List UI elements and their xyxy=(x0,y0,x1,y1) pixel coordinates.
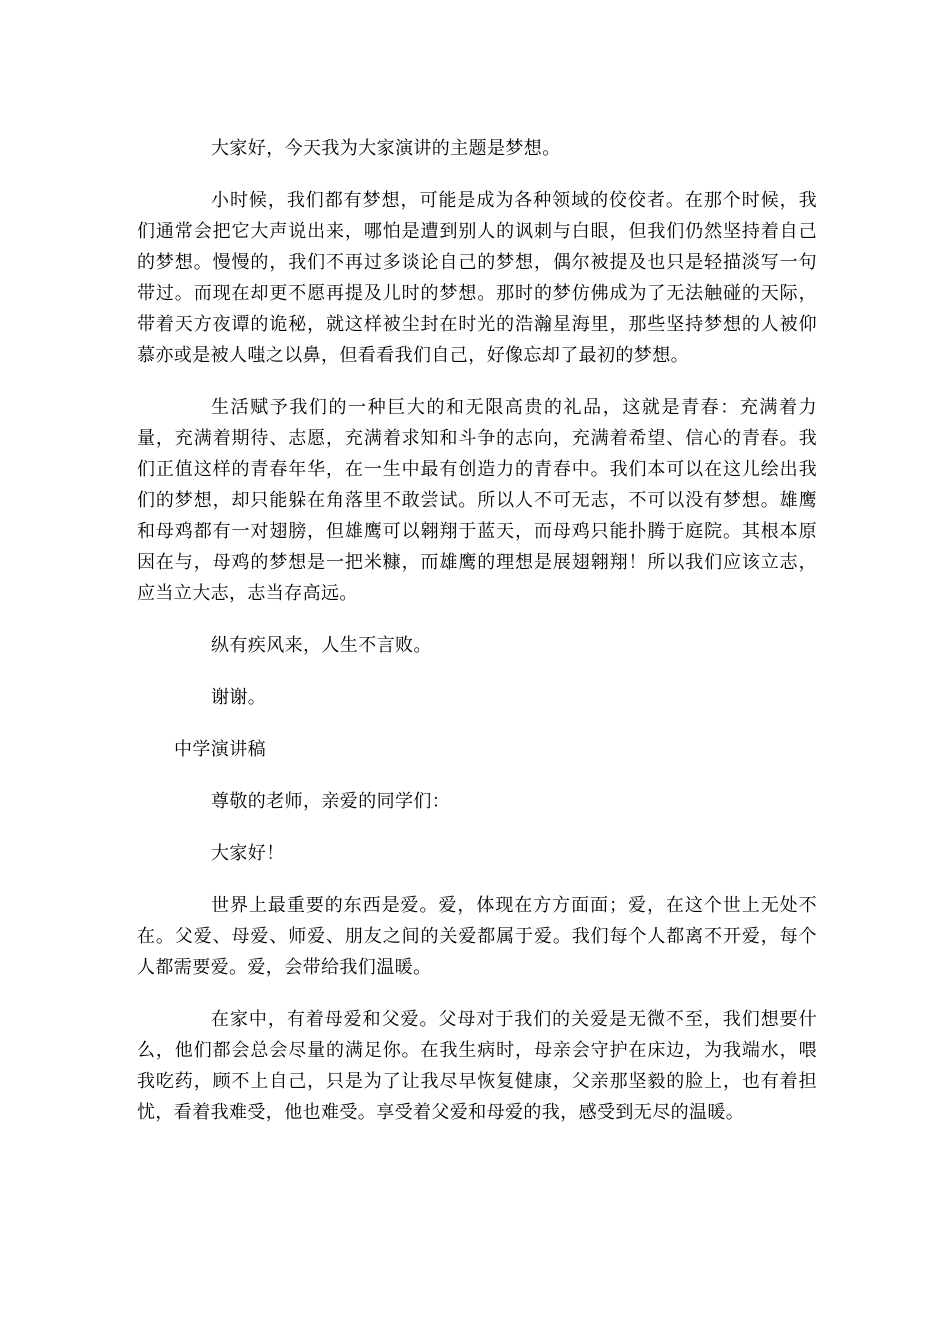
paragraph-love: 世界上最重要的东西是爱。爱，体现在方方面面；爱，在这个世上无处不在。父爱、母爱、师爱、朋友之间的关爱都属于爱。我们每个人都离不开爱，每个人都需要爱。爱，会带给我们温暖。 xyxy=(137,895,817,978)
paragraph-childhood-dream: 小时候，我们都有梦想，可能是成为各种领域的佼佼者。在那个时候，我们通常会把它大声说出来，哪怕是遭到别人的讽刺与白眼，但我们仍然坚持着自己的梦想。慢慢的，我们不再过多谈论自己的梦想，偶尔被提及也只是轻描淡写一句带过。而现在却更不愿再提及儿时的梦想。那时的梦仿佛成为了无法触碰的天际，带着天方夜谭的诡秘，就这样被尘封在时光的浩瀚星海里，那些坚持梦想的人被仰慕亦或是被人嗤之以鼻，但看看我们自己，好像忘却了最初的梦想。 xyxy=(137,190,817,366)
document-body xyxy=(137,133,817,1128)
paragraph-youth: 生活赋予我们的一种巨大的和无限高贵的礼品，这就是青春：充满着力量，充满着期待、志愿，充满着求知和斗争的志向，充满着希望、信心的青春。我们正值这样的青春年华，在一生中最有创造力的青春中。我们本可以在这儿绘出我们的梦想，却只能躲在角落里不敢尝试。所以人不可无志，不可以没有梦想。雄鹰和母鸡都有一对翅膀，但雄鹰可以翱翔于蓝天，而母鸡只能扑腾于庭院。其根本原因在与，母鸡的梦想是一把米糠，而雄鹰的理想是展翅翱翔！所以我们应该立志，应当立大志，志当存高远。 xyxy=(137,397,817,604)
greeting-line: 尊敬的老师，亲爱的同学们： xyxy=(211,791,451,812)
paragraph-family-love: 在家中，有着母爱和父爱。父母对于我们的关爱是无微不至，我们想要什么，他们都会总会尽量的满足你。在我生病时，母亲会守护在床边，为我端水，喂我吃药，顾不上自己，只是为了让我尽早恢复健康，父亲那坚毅的脸上，也有着担忧，看着我难受，他也难受。享受着父爱和母爱的我，感受到无尽的温暖。 xyxy=(137,1009,817,1123)
paragraph-intro: 大家好，今天我为大家演讲的主题是梦想。 xyxy=(211,138,561,159)
hello-line: 大家好！ xyxy=(211,843,285,864)
paragraph-motto: 纵有疾风来，人生不言败。 xyxy=(211,635,432,656)
section-title: 中学演讲稿 xyxy=(174,739,266,760)
paragraph-thanks: 谢谢。 xyxy=(211,687,267,708)
